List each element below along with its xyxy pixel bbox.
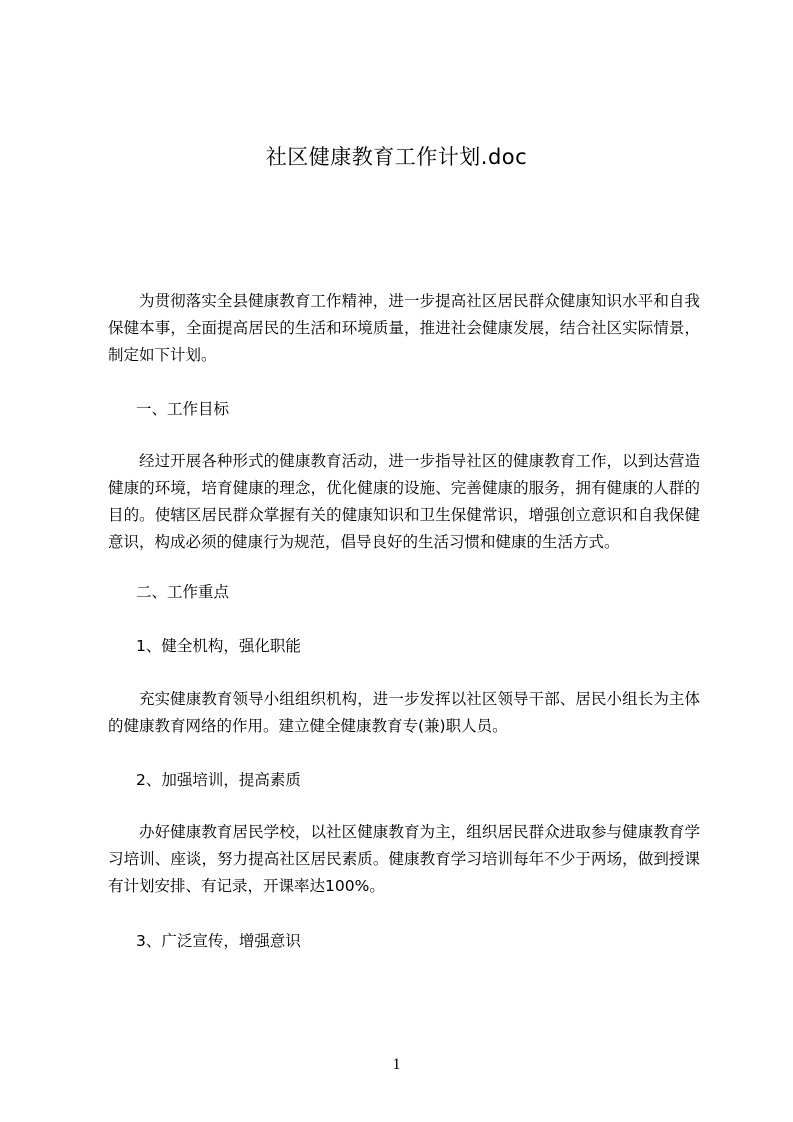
item2-paragraph-block <box>108 819 700 900</box>
item1-heading: 1、健全机构，强化职能 <box>136 637 301 655</box>
section2-heading: 二、工作重点 <box>136 583 230 601</box>
page-number: 1 <box>392 1056 401 1073</box>
item1-heading-block <box>108 633 700 660</box>
item3-heading-block <box>108 928 700 955</box>
section1-heading: 一、工作目标 <box>136 400 230 418</box>
intro-paragraph: 为贯彻落实全县健康教育工作精神，进一步提高社区居民群众健康知识水平和自我保健本事，全面提高居民的生活和环境质量，推进社会健康发展，结合社区实际情景，制定如下计划。 <box>108 292 700 364</box>
section1-paragraph: 经过开展各种形式的健康教育活动，进一步指导社区的健康教育工作，以到达营造健康的环境，培育健康的理念，优化健康的设施、完善健康的服务，拥有健康的人群的目的。使辖区居民群众掌握有关的健康知识和卫生保健常识，增强创立意识和自我保健意识，构成必须的健康行为规范，倡导良好的生活习惯和健康的生活方式。 <box>108 452 700 551</box>
item2-heading: 2、加强培训，提高素质 <box>136 771 301 789</box>
document-title: 社区健康教育工作计划.doc <box>265 145 528 169</box>
section1-paragraph-block <box>108 448 700 556</box>
item1-paragraph-block <box>108 686 700 740</box>
item2-paragraph: 办好健康教育居民学校，以社区健康教育为主，组织居民群众进取参与健康教育学习培训、座谈，努力提高社区居民素质。健康教育学习培训每年不少于两场，做到授课有计划安排、有记录，开课率达100%。 <box>108 823 700 895</box>
section1-heading-block <box>108 396 700 423</box>
item1-paragraph: 充实健康教育领导小组组织机构，进一步发挥以社区领导干部、居民小组长为主体的健康教育网络的作用。建立健全健康教育专(兼)职人员。 <box>108 690 700 735</box>
section2-heading-block <box>108 579 700 606</box>
intro-paragraph-block <box>108 288 700 369</box>
item3-heading: 3、广泛宣传，增强意识 <box>136 932 301 950</box>
item2-heading-block <box>108 767 700 794</box>
